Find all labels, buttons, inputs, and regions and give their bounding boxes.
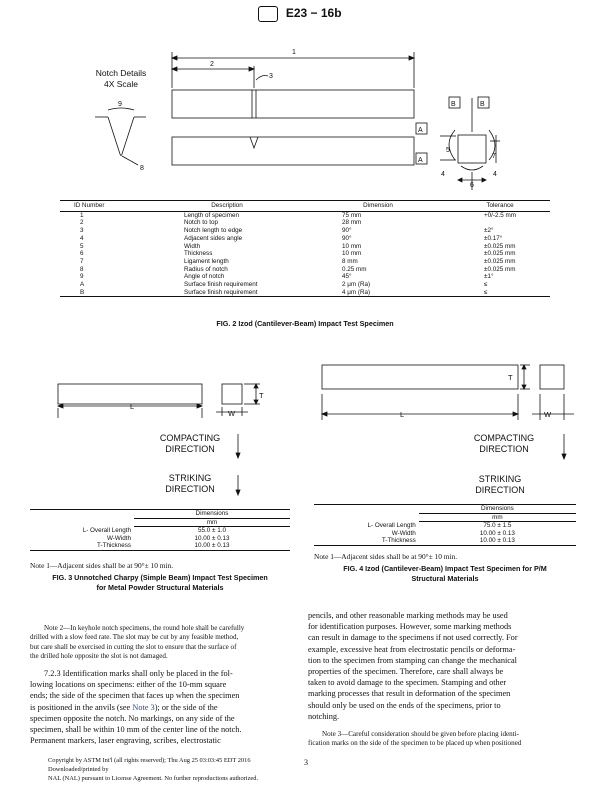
fig3-caption-line1: FIG. 3 Unnotched Charpy (Simple Beam) Impact Test Specimen <box>52 573 268 582</box>
paragraph-right <box>308 610 576 722</box>
note-3 <box>308 730 576 749</box>
fig3-striking <box>150 473 230 495</box>
table-row <box>60 273 550 281</box>
dims-header-row <box>30 510 290 519</box>
fig4-note: Note 1—Adjacent sides shall be at 90°± 10 min. <box>314 552 458 561</box>
table-row <box>60 281 550 289</box>
note2-line: the drilled hole opposite the slot is not damaged. <box>30 652 168 661</box>
fig4-label-t: T <box>508 373 513 382</box>
cell-tolerance: ±0.17° <box>484 234 503 242</box>
cell-tolerance: ±2° <box>484 227 494 235</box>
fig4-compacting <box>464 433 544 455</box>
fig3-caption <box>22 573 298 592</box>
dims-header: Dimensions <box>134 510 290 519</box>
footer-line: NAL (NAL) pursuant to License Agreement. No further reproductions authorized. <box>48 775 259 782</box>
note2-line: drilled with a slow feed rate. The slot may be cut by any feasible method, <box>30 633 239 642</box>
cell-id: 5 <box>80 242 84 250</box>
cell-tolerance: ≤ <box>484 281 488 289</box>
cell-id: 9 <box>80 273 84 281</box>
dims-header-blank <box>314 505 419 514</box>
fig4-caption <box>306 564 584 583</box>
cell-description: Thickness <box>184 250 213 258</box>
fig4-caption-line2: Structural Materials <box>411 573 479 583</box>
fig4-compacting-line2: DIRECTION <box>479 444 529 454</box>
dim-value: 75.0 ± 1.5 <box>483 522 512 530</box>
dim-label-3: 3 <box>269 73 273 80</box>
cell-tolerance: +0/-2.5 mm <box>484 211 517 219</box>
dim-label-6: 6 <box>470 182 474 189</box>
cell-dimension: 75 mm <box>342 211 362 219</box>
notch-details-title <box>86 68 156 90</box>
cell-id: 2 <box>80 219 84 227</box>
cell-dimension: 28 mm <box>342 219 362 227</box>
cell-tolerance: ±0.025 mm <box>484 250 516 258</box>
fig4-label-w: W <box>544 410 552 419</box>
cell-description: Notch length to edge <box>184 227 243 235</box>
fig3-label-t: T <box>259 391 264 400</box>
cell-dimension: 90° <box>342 234 352 242</box>
dim-label-2: 2 <box>210 61 214 68</box>
fig4-striking-line2: DIRECTION <box>475 485 525 495</box>
para-line: for identification purposes. However, some marking methods <box>308 622 512 632</box>
cell-id: 4 <box>80 234 84 242</box>
cell-dimension: 8 mm <box>342 257 358 265</box>
page-number: 3 <box>304 758 308 767</box>
table-row <box>60 250 550 258</box>
cell-id: 1 <box>80 211 84 219</box>
fig3-label-w: W <box>228 409 236 418</box>
surface-label-a2: A <box>418 157 423 164</box>
dim-label-9: 9 <box>118 101 122 108</box>
fig3-caption-line2: for Metal Powder Structural Materials <box>96 582 224 592</box>
dim-label-8: 8 <box>140 165 144 172</box>
cell-description: Angle of notch <box>184 273 225 281</box>
cell-id: 7 <box>80 257 84 265</box>
para-line: 7.2.3 Identification marks shall only be placed in the fol- <box>44 669 233 678</box>
fig4-label-l: L <box>400 410 405 419</box>
cell-id: 3 <box>80 227 84 235</box>
page-header <box>0 6 600 22</box>
cell-dimension: 4 μm (Ra) <box>306 289 450 297</box>
dims-unit-blank <box>30 518 134 527</box>
cell-description: Length of specimen <box>184 211 239 219</box>
fig4-compacting-line1: COMPACTING <box>473 433 535 443</box>
astm-logo-icon <box>258 6 278 22</box>
dims-unit-row <box>314 513 576 522</box>
dim-name: W-Width <box>391 529 416 537</box>
dims-unit-blank <box>314 513 419 522</box>
dims-header-row <box>314 505 576 514</box>
col-tolerance: Tolerance <box>450 201 550 212</box>
fig4-striking <box>460 474 540 496</box>
para-line: can result in damage to the specimens if not used correctly. For <box>308 633 518 643</box>
dim-name: L- Overall Length <box>367 521 416 529</box>
fig4-dim-table <box>314 504 576 546</box>
dim-label-4a: 4 <box>441 171 445 178</box>
footer-line: Copyright by ASTM Int'l (all rights reserved); Thu Aug 25 03:03:45 EDT 2016 <box>48 757 251 764</box>
dim-name: W-Width <box>106 534 131 542</box>
cell-dimension: 2 μm (Ra) <box>342 281 371 289</box>
cell-description: Ligament length <box>184 257 229 265</box>
cell-tolerance: ±0.025 mm <box>484 257 516 265</box>
note-3-link[interactable]: Note 3 <box>132 702 155 712</box>
para-line: tion to the specimen from stamping can change the mechanical <box>308 655 517 665</box>
notch-title-line: Notch Details <box>95 68 147 78</box>
table-row <box>314 522 576 530</box>
cell-tolerance: ±0.025 mm <box>484 265 516 273</box>
para-line: properties of the specimen. Therefore, care shall always be <box>308 667 504 677</box>
table-row <box>30 542 290 550</box>
col-description: Description <box>148 201 306 212</box>
note-2 <box>30 624 292 662</box>
cell-tolerance: ±0.025 mm <box>484 242 516 250</box>
cell-tolerance: ±1° <box>484 273 494 281</box>
dim-value: 55.0 ± 1.0 <box>198 527 226 535</box>
table-row <box>60 258 550 266</box>
cell-id: 6 <box>80 250 84 258</box>
notch-scale-line: 4X Scale <box>103 79 139 89</box>
cell-dimension: 10 mm <box>342 242 362 250</box>
table-row <box>30 527 290 535</box>
cell-dimension: 90° <box>342 227 352 235</box>
specimen-end-view <box>458 135 486 163</box>
table-row <box>314 530 576 538</box>
para-line: ends; the side of the specimen that faces up when the specimen <box>30 691 240 701</box>
table-row <box>60 227 550 235</box>
dims-unit-row <box>30 518 290 527</box>
surface-label-b1: B <box>451 101 456 108</box>
cell-description: Width <box>184 242 201 250</box>
table-row <box>60 235 550 243</box>
document-designation: E23 − 16b <box>285 6 342 21</box>
cell-dimension: 0.25 mm <box>342 265 367 273</box>
fig2-drawing <box>60 40 540 200</box>
table-row <box>60 243 550 251</box>
para-line: should only be used on the ends of the specimens, prior to <box>308 700 501 710</box>
para-line: notching. <box>308 711 340 721</box>
para-line: pencils, and other reasonable marking methods may be used <box>308 611 508 620</box>
cell-dimension: 10 mm <box>342 250 362 258</box>
para-line: marking processes that result in deformation of the specimen <box>308 689 511 699</box>
dims-header-blank <box>30 510 134 519</box>
fig4-striking-line1: STRIKING <box>478 474 522 484</box>
table-row <box>60 219 550 227</box>
dim-value: 10.00 ± 0.13 <box>479 537 515 545</box>
table-header-row <box>60 201 550 212</box>
surface-label-b2: B <box>480 101 485 108</box>
fig3-striking-line2: DIRECTION <box>165 484 215 494</box>
dim-value: 10.00 ± 0.13 <box>479 529 515 537</box>
para-line: specimen, shall be within 10 mm of the center line of the notch. <box>30 725 242 735</box>
cell-description: Radius of notch <box>184 265 228 273</box>
paragraph-7-2-3 <box>30 668 292 746</box>
cell-description: Surface finish requirement <box>184 281 258 289</box>
dims-unit: mm <box>134 518 290 527</box>
para-line: lowing locations on specimens: either of the 10-mm square <box>30 680 227 690</box>
fig4-caption-line1: FIG. 4 Izod (Cantilever-Beam) Impact Test Specimen for P/M <box>343 564 547 573</box>
table-row <box>60 211 550 219</box>
fig3-note: Note 1—Adjacent sides shall be at 90°± 10 min. <box>30 561 174 570</box>
para-line-part: is positioned in the anvils (see <box>30 702 133 712</box>
dim-name: T-Thickness <box>381 537 416 545</box>
dim-value: 10.00 ± 0.13 <box>194 542 230 550</box>
cell-id: 8 <box>80 265 84 273</box>
surface-label-a1: A <box>418 127 423 134</box>
dim-value: 10.00 ± 0.13 <box>194 534 230 542</box>
copyright-footer <box>48 756 308 783</box>
dims-header: Dimensions <box>419 505 576 514</box>
fig2-caption: FIG. 2 Izod (Cantilever-Beam) Impact Test Specimen <box>216 319 394 328</box>
para-line: specimen opposite the notch. No markings, on any side of the <box>30 713 235 723</box>
cell-description: Surface finish requirement <box>148 289 306 297</box>
cell-id: B <box>60 289 148 297</box>
table-row <box>30 535 290 543</box>
dim-name: L- Overall Length <box>82 526 131 534</box>
fig3-compacting-line2: DIRECTION <box>165 444 215 454</box>
table-row <box>60 266 550 274</box>
fig3-compacting <box>150 433 230 455</box>
dim-label-5: 5 <box>446 147 450 154</box>
specimen-front-view <box>172 137 414 165</box>
note3-line: fication marks on the side of the specimen to be placed up when positioned <box>308 739 522 748</box>
note2-line: but care shall be exercised in cutting the slot to ensure that the surface of <box>30 642 237 651</box>
note2-line: Note 2—In keyhole notch specimens, the round hole shall be carefully <box>44 624 245 632</box>
cell-description: Notch to top <box>184 219 218 227</box>
dim-label-1: 1 <box>292 49 296 56</box>
para-line: taken to avoid damage to the specimen. Stamping and other <box>308 678 507 688</box>
cell-dimension: 45° <box>342 273 352 281</box>
cell-tolerance: ≤ <box>450 289 550 297</box>
table-row <box>314 537 576 545</box>
para-line <box>30 702 292 713</box>
table-row <box>60 289 550 297</box>
cell-id: A <box>80 281 85 289</box>
footer-line: Downloaded/printed by <box>48 766 109 773</box>
fig3-label-l: L <box>130 402 135 411</box>
cell-description: Adjacent sides angle <box>184 234 243 242</box>
dims-unit: mm <box>419 513 576 522</box>
col-dimension: Dimension <box>306 201 450 212</box>
fig4-drawing <box>318 350 588 500</box>
fig3-dim-table <box>30 509 290 551</box>
para-line-part: ); or the side of the <box>154 702 218 712</box>
col-id: ID Number <box>60 201 148 212</box>
para-line: example, excessive heat from electrostatic pencils or deforma- <box>308 644 516 654</box>
specimen-top-view <box>172 90 414 118</box>
fig2-table <box>60 200 550 297</box>
note3-line: Note 3—Careful consideration should be given before placing identi- <box>322 730 519 738</box>
cell-tolerance <box>450 219 550 227</box>
dim-name: T-Thickness <box>97 542 131 550</box>
dim-label-7: 7 <box>492 153 496 160</box>
para-line: Permanent markers, laser engraving, scribes, electrostatic <box>30 736 221 746</box>
dim-label-4b: 4 <box>493 171 497 178</box>
fig3-striking-line1: STRIKING <box>168 473 212 483</box>
fig3-compacting-line1: COMPACTING <box>159 433 221 443</box>
